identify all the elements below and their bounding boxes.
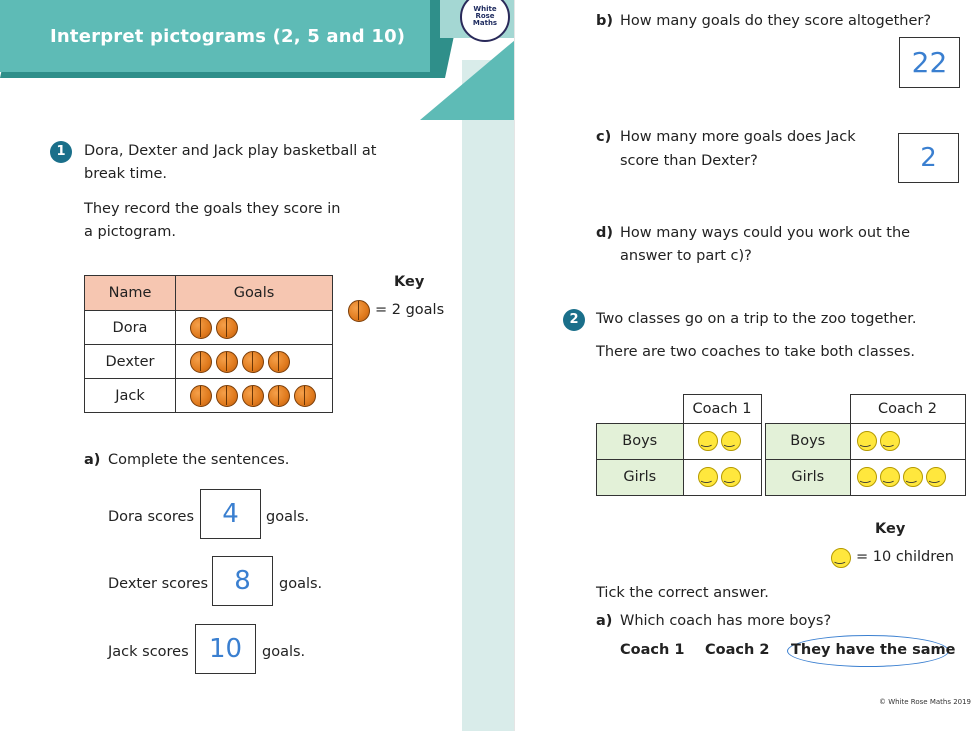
q1-intro-line-4: a pictogram. (84, 224, 177, 240)
option-coach-2[interactable]: Coach 2 (705, 642, 770, 658)
row-name: Jack (85, 379, 176, 413)
smiley-icon (926, 467, 946, 487)
page-title: Interpret pictograms (2, 5 and 10) (50, 26, 406, 47)
table-row (766, 423, 966, 459)
row-label: Boys (766, 423, 851, 459)
basketball-icon (190, 317, 212, 339)
sentence-dora-end: goals. (266, 509, 310, 525)
basketball-icon (242, 385, 264, 407)
table-row (85, 379, 333, 413)
smiley-icon (721, 467, 741, 487)
smiley-icon (880, 431, 900, 451)
row-icons (683, 423, 761, 459)
answer-box-jack[interactable]: 10 (195, 624, 256, 674)
coach-1-title: Coach 1 (683, 395, 761, 424)
row-goals (176, 345, 333, 379)
row-name: Dora (85, 311, 176, 345)
right-page (514, 0, 975, 731)
header-goals: Goals (176, 276, 333, 311)
row-label: Boys (597, 423, 684, 459)
smiley-icon (698, 467, 718, 487)
row-icons (850, 459, 965, 495)
question-1-number: 1 (50, 141, 72, 163)
basketball-icon (216, 385, 238, 407)
answer-box-difference[interactable]: 2 (898, 133, 959, 183)
basketball-icon (294, 385, 316, 407)
q1d-text-2: answer to part c)? (620, 248, 752, 264)
row-name: Dexter (85, 345, 176, 379)
table-row (597, 459, 762, 495)
key-label: Key (394, 274, 425, 290)
sentence-jack-end: goals. (262, 644, 306, 660)
smiley-icon (903, 467, 923, 487)
basketball-icon (242, 351, 264, 373)
sentence-dexter: Dexter scores (108, 576, 209, 592)
title-band-wedge (420, 40, 514, 120)
key-value: = 2 goals (375, 302, 445, 318)
goals-pictogram (84, 275, 333, 413)
q1-intro-line-3: They record the goals they score in (84, 201, 341, 217)
q2-intro-line-2: There are two coaches to take both classes. (596, 344, 915, 360)
basketball-icon (348, 300, 370, 322)
table-row (597, 423, 762, 459)
q1d-text-1: How many ways could you work out the (620, 225, 911, 241)
copyright: © White Rose Maths 2019 (879, 698, 972, 706)
row-label: Girls (597, 459, 684, 495)
q1c-letter: c) (596, 129, 612, 145)
option-coach-1[interactable]: Coach 1 (620, 642, 685, 658)
basketball-icon (268, 351, 290, 373)
smiley-icon (831, 548, 851, 568)
row-goals (176, 311, 333, 345)
q2-instruction: Tick the correct answer. (596, 585, 769, 601)
basketball-icon (190, 351, 212, 373)
q1c-text-1: How many more goals does Jack (620, 129, 856, 145)
q1b-text: How many goals do they score altogether? (620, 13, 932, 29)
smiley-icon (857, 431, 877, 451)
q1d-letter: d) (596, 225, 614, 241)
q2-intro-line-1: Two classes go on a trip to the zoo together. (596, 311, 917, 327)
basketball-icon (190, 385, 212, 407)
answer-box-total[interactable]: 22 (899, 37, 960, 88)
q2-key-value: = 10 children (856, 549, 954, 565)
q1-intro-line-2: break time. (84, 166, 168, 182)
row-goals (176, 379, 333, 413)
q2a-text: Which coach has more boys? (620, 613, 832, 629)
basketball-icon (216, 317, 238, 339)
basketball-icon (216, 351, 238, 373)
row-label: Girls (766, 459, 851, 495)
q1b-letter: b) (596, 13, 614, 29)
logo-text: White Rose Maths (472, 5, 498, 27)
q1a-text: Complete the sentences. (108, 452, 290, 468)
header-name: Name (85, 276, 176, 311)
option-same[interactable]: They have the same (791, 642, 956, 658)
side-strip (462, 60, 514, 731)
q2-key-label: Key (875, 521, 906, 537)
coach-2-pictogram (765, 394, 966, 496)
smiley-icon (857, 467, 877, 487)
table-row (85, 311, 333, 345)
answer-box-dexter[interactable]: 8 (212, 556, 273, 606)
sentence-dexter-end: goals. (279, 576, 323, 592)
smiley-icon (698, 431, 718, 451)
sentence-dora: Dora scores (108, 509, 195, 525)
smiley-icon (721, 431, 741, 451)
question-2-number: 2 (563, 309, 585, 331)
q2a-letter: a) (596, 613, 613, 629)
table-row (85, 345, 333, 379)
q1a-letter: a) (84, 452, 101, 468)
row-icons (683, 459, 761, 495)
coach-1-pictogram (596, 394, 762, 496)
sentence-jack: Jack scores (108, 644, 189, 660)
answer-box-dora[interactable]: 4 (200, 489, 261, 539)
table-row (766, 459, 966, 495)
q1-intro-line-1: Dora, Dexter and Jack play basketball at (84, 143, 377, 159)
q1c-text-2: score than Dexter? (620, 153, 758, 169)
coach-2-title: Coach 2 (850, 395, 965, 424)
basketball-icon (268, 385, 290, 407)
smiley-icon (880, 467, 900, 487)
row-icons (850, 423, 965, 459)
